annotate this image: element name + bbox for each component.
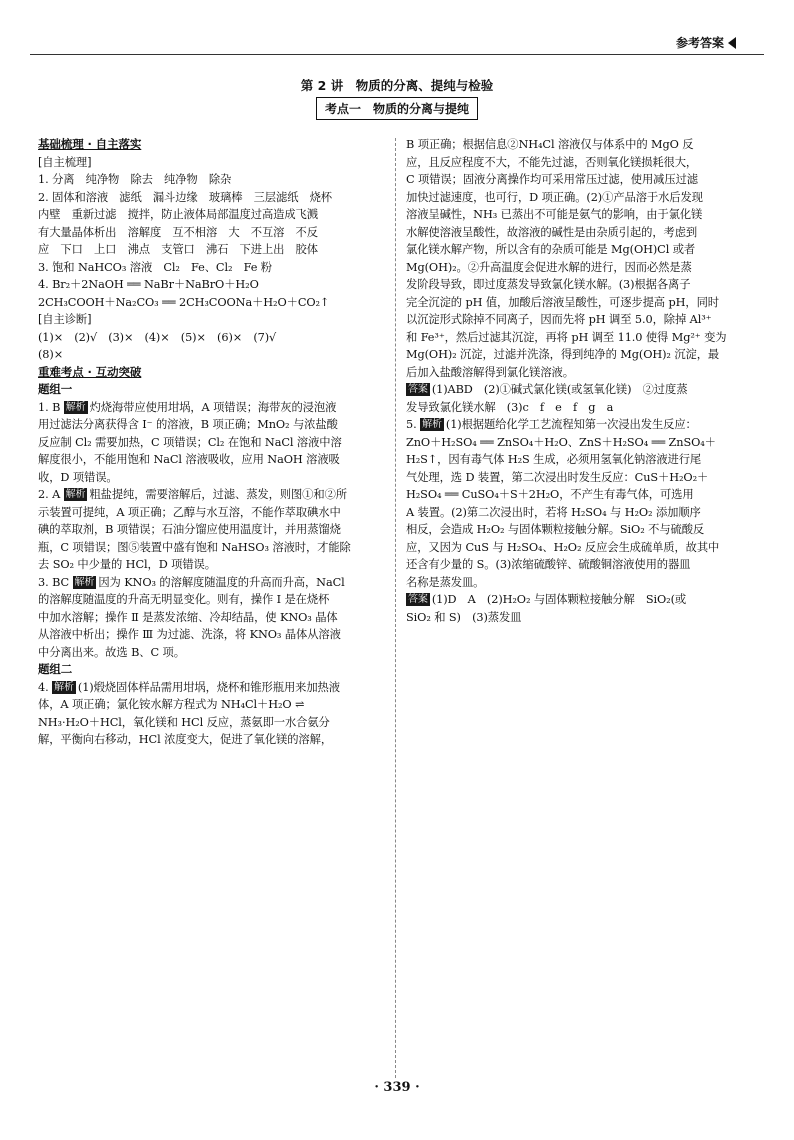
text-line [406, 154, 762, 172]
text-line [406, 504, 762, 522]
item-number: 2. A [38, 488, 64, 501]
line-text: 因为 KNO₃ 的溶解度随温度的升高而升高，NaCl [98, 575, 345, 589]
text-line [38, 539, 390, 557]
line-text: 反应制 Cl₂ 需要加热，C 项错误；Cl₂ 在饱和 NaCl 溶液中溶 [38, 435, 342, 449]
label-badge: 答案 [408, 384, 428, 395]
item-number: 1. B [38, 400, 64, 414]
line-text: 水解使溶液呈酸性，故溶液的碱性是由杂质引起的，考虑到 [406, 225, 698, 239]
label-badge: 解析 [422, 419, 442, 430]
section-title: 第 2 讲 物质的分离、提纯与检验 [300, 78, 494, 93]
line-text: 加快过滤速度，也可行，D 项正确。(2)①产品溶于水后发现 [406, 190, 703, 204]
text-line [38, 556, 390, 574]
text-line [38, 626, 390, 644]
item-number: 4. [38, 680, 53, 694]
text-line [406, 416, 762, 434]
line-text: 1. 分离 纯净物 除去 纯净物 除杂 [38, 173, 232, 186]
text-line [406, 521, 762, 539]
text-line [406, 364, 762, 382]
line-text: (1)煅烧固体样品需用坩埚，烧杯和锥形瓶用来加热液 [77, 680, 340, 694]
text-line [406, 311, 762, 329]
line-text: 粗盐提纯，需要溶解后，过滤、蒸发，则图①和②所 [89, 488, 347, 501]
text-line [38, 714, 390, 732]
line-text: 完全沉淀的 pH 值，加酸后溶液呈酸性，可逐步提高 pH，同时 [406, 295, 719, 309]
text-line [38, 206, 390, 224]
text-line [38, 241, 390, 259]
line-text: 4. Br₂＋2NaOH ══ NaBr＋NaBrO＋H₂O [38, 278, 259, 291]
text-line [38, 434, 390, 452]
text-line [38, 574, 390, 592]
line-text: 瓶，C 项错误；图⑤装置中盛有饱和 NaHSO₃ 溶液时，才能除 [38, 540, 351, 554]
line-text: 中加水溶解；操作 Ⅱ 是蒸发浓缩、冷却结晶，使 KNO₃ 晶体 [38, 610, 338, 624]
line-text: (1)ABD (2)①碱式氯化镁(或氢氧化镁) ②过度蒸 [431, 383, 688, 396]
text-line [406, 556, 762, 574]
line-text: 2CH₃COOH＋Na₂CO₃ ══ 2CH₃COONa＋H₂O＋CO₂↑ [38, 295, 330, 309]
line-text: 中分离出来。故选 B、C 项。 [38, 645, 185, 659]
label-badge: 解析 [65, 401, 86, 413]
item-number: 3. BC [38, 575, 73, 589]
line-text: 去 SO₂ 中少量的 HCl，D 项错误。 [38, 558, 216, 571]
line-text: 体，A 项正确；氯化铵水解方程式为 NH₄Cl＋H₂O ⇌ [38, 698, 305, 711]
text-line [406, 329, 762, 347]
text-line [406, 591, 762, 609]
line-text: 有大量晶体析出 溶解度 互不相溶 大 不互溶 不反 [38, 225, 318, 239]
text-line [406, 189, 762, 207]
text-line [406, 224, 762, 242]
line-text: (1)根据题给化学工艺流程知第一次浸出发生反应： [445, 418, 697, 431]
text-line [38, 189, 390, 207]
text-line [38, 136, 390, 154]
line-text: Mg(OH)₂ 沉淀，过滤并洗涤，得到纯净的 Mg(OH)₂ 沉淀，最 [406, 348, 720, 361]
topic-subtitle: 考点一 物质的分离与提纯 [316, 97, 478, 120]
text-line [38, 364, 390, 382]
label-badge: 解析 [54, 681, 74, 693]
text-line [406, 346, 762, 364]
text-line [406, 486, 762, 504]
line-text: [自主梳理] [38, 155, 92, 169]
line-text: C 项错误；固液分离操作均可采用常压过滤，使用减压过滤 [406, 173, 698, 186]
line-text: 气处理，选 D 装置，第二次浸出时发生反应：CuS＋H₂O₂＋ [406, 470, 709, 484]
column-divider [395, 138, 396, 1078]
text-line [38, 644, 390, 662]
text-line [38, 486, 390, 504]
text-line [38, 259, 390, 277]
label-badge: 解析 [65, 489, 86, 500]
label-badge: 答案 [408, 594, 428, 605]
line-text: 题组一 [38, 382, 73, 396]
text-line [38, 276, 390, 294]
text-line [406, 434, 762, 452]
line-text: 解，平衡向右移动，HCl 浓度变大，促进了氧化镁的溶解， [38, 733, 333, 746]
text-line [38, 329, 390, 347]
line-text: 收，D 项错误。 [38, 470, 118, 484]
text-line [38, 294, 390, 312]
text-line [406, 399, 762, 417]
line-text: H₂S↑，因有毒气体 H₂S 生成，必须用氢氧化钠溶液进行尾 [406, 453, 702, 466]
line-text: (1)× (2)√ (3)× (4)× (5)× (6)× (7)√ [38, 330, 277, 344]
text-line [38, 679, 390, 697]
line-text: 名称是蒸发皿。 [406, 575, 485, 589]
text-line [38, 696, 390, 714]
text-line [38, 311, 390, 329]
line-text: 以沉淀形式除掉不同离子，因而先将 pH 调至 5.0，除掉 Al³⁺ [406, 313, 712, 326]
text-line [38, 451, 390, 469]
line-text: 示装置可提纯，A 项正确；乙醇与水互溶，不能作萃取碘水中 [38, 505, 341, 519]
line-text: 应，且反应程度不大，不能先过滤，否则氧化镁损耗很大， [406, 155, 698, 169]
line-text: ZnO＋H₂SO₄ ══ ZnSO₄＋H₂O、ZnS＋H₂SO₄ ══ ZnSO₄＋ [406, 435, 716, 449]
left-column [38, 136, 390, 749]
text-line [406, 259, 762, 277]
line-text: 2. 固体和溶液 滤纸 漏斗边缘 玻璃棒 三层滤纸 烧杯 [38, 190, 332, 204]
text-line [38, 381, 390, 399]
text-line [406, 294, 762, 312]
header-rule [30, 54, 764, 55]
triangle-icon [728, 37, 736, 49]
text-line [38, 346, 390, 364]
text-line [406, 451, 762, 469]
line-text: B 项正确；根据信息②NH₄Cl 溶液仅与体系中的 MgO 反 [406, 138, 694, 151]
label-badge: 解析 [74, 576, 95, 588]
line-text: (1)D A (2)H₂O₂ 与固体颗粒接触分解 SiO₂(或 [431, 593, 687, 606]
line-text: [自主诊断] [38, 313, 92, 326]
line-text: 发导致氯化镁水解 (3)c f e f g a [406, 400, 614, 414]
text-line [38, 731, 390, 749]
text-line [38, 609, 390, 627]
line-text: (8)× [38, 348, 64, 361]
line-text: SiO₂ 和 S) (3)蒸发皿 [406, 610, 522, 624]
text-line [38, 416, 390, 434]
line-text: 的溶解度随温度的升高无明显变化。则有，操作 Ⅰ 是在烧杯 [38, 593, 330, 606]
text-line [38, 171, 390, 189]
item-number: 5. [406, 418, 421, 431]
subtitle-wrap [0, 97, 794, 120]
text-line [406, 276, 762, 294]
line-text: H₂SO₄ ══ CuSO₄＋S＋2H₂O，不产生有毒气体，可选用 [406, 488, 694, 501]
line-text: 应 下口 上口 沸点 支管口 沸石 下进上出 胶体 [38, 243, 318, 256]
text-line [406, 539, 762, 557]
line-text: NH₃·H₂O＋HCl，氧化镁和 HCl 反应，蒸氨即一水合氨分 [38, 715, 330, 729]
line-text: 相反，会造成 H₂O₂ 与固体颗粒接触分解。SiO₂ 不与硫酸反 [406, 523, 705, 536]
text-line [38, 154, 390, 172]
text-line [38, 521, 390, 539]
line-text: 和 Fe³⁺，然后过滤其沉淀，再将 pH 调至 11.0 使得 Mg²⁺ 变为 [406, 330, 727, 344]
line-text: 灼烧海带应使用坩埚，A 项错误；海带灰的浸泡液 [89, 400, 337, 414]
line-text: 碘的萃取剂，B 项错误；石油分馏应使用温度计，并用蒸馏烧 [38, 523, 341, 536]
line-text: 从溶液中析出；操作 Ⅲ 为过滤、洗涤，将 KNO₃ 晶体从溶液 [38, 628, 341, 641]
text-line [38, 224, 390, 242]
line-text: 重难考点 · 互动突破 [38, 364, 142, 379]
text-line [406, 609, 762, 627]
line-text: 解度很小，不能用饱和 NaCl 溶液吸收，应用 NaOH 溶液吸 [38, 453, 340, 466]
right-column [406, 136, 762, 626]
line-text: 题组二 [38, 662, 73, 676]
text-line [406, 469, 762, 487]
text-line [406, 136, 762, 154]
text-line [406, 171, 762, 189]
line-text: 3. 饱和 NaHCO₃ 溶液 Cl₂ Fe、Cl₂ Fe 粉 [38, 260, 273, 274]
line-text: 发阶段导致，即过度蒸发导致氯化镁水解。(3)根据各离子 [406, 278, 691, 291]
text-line [38, 661, 390, 679]
line-text: 氯化镁水解产物，所以含有的杂质可能是 Mg(OH)Cl 或者 [406, 243, 696, 256]
page-header [676, 34, 736, 51]
page-number: · 339 · [374, 1080, 420, 1095]
line-text: Mg(OH)₂。②升高温度会促进水解的进行，因而必然是蒸 [406, 260, 692, 274]
text-line [406, 574, 762, 592]
line-text: 后加入盐酸溶解得到氯化镁溶液。 [406, 365, 574, 379]
line-text: 应，又因为 CuS 与 H₂SO₄、H₂O₂ 反应会生成硫单质，故其中 [406, 540, 720, 554]
text-line [406, 241, 762, 259]
text-line [38, 591, 390, 609]
header-label: 参考答案 [675, 36, 724, 50]
line-text: A 装置。(2)第二次浸出时，若将 H₂SO₄ 与 H₂O₂ 添加顺序 [406, 505, 701, 519]
line-text: 内壁 重新过滤 搅拌，防止液体局部温度过高造成飞溅 [38, 208, 318, 221]
text-line [38, 504, 390, 522]
text-line [406, 206, 762, 224]
text-line [38, 469, 390, 487]
line-text: 还含有少量的 S。(3)浓缩硫酸锌、硫酸铜溶液使用的器皿 [406, 558, 691, 571]
line-text: 溶液呈碱性，NH₃ 已蒸出不可能是氨气的影响，由于氯化镁 [406, 208, 703, 221]
line-text: 基础梳理 · 自主落实 [38, 137, 142, 151]
text-line [38, 399, 390, 417]
text-line [406, 381, 762, 399]
line-text: 用过滤法分离获得含 I⁻ 的溶液，B 项正确；MnO₂ 与浓盐酸 [38, 418, 338, 431]
